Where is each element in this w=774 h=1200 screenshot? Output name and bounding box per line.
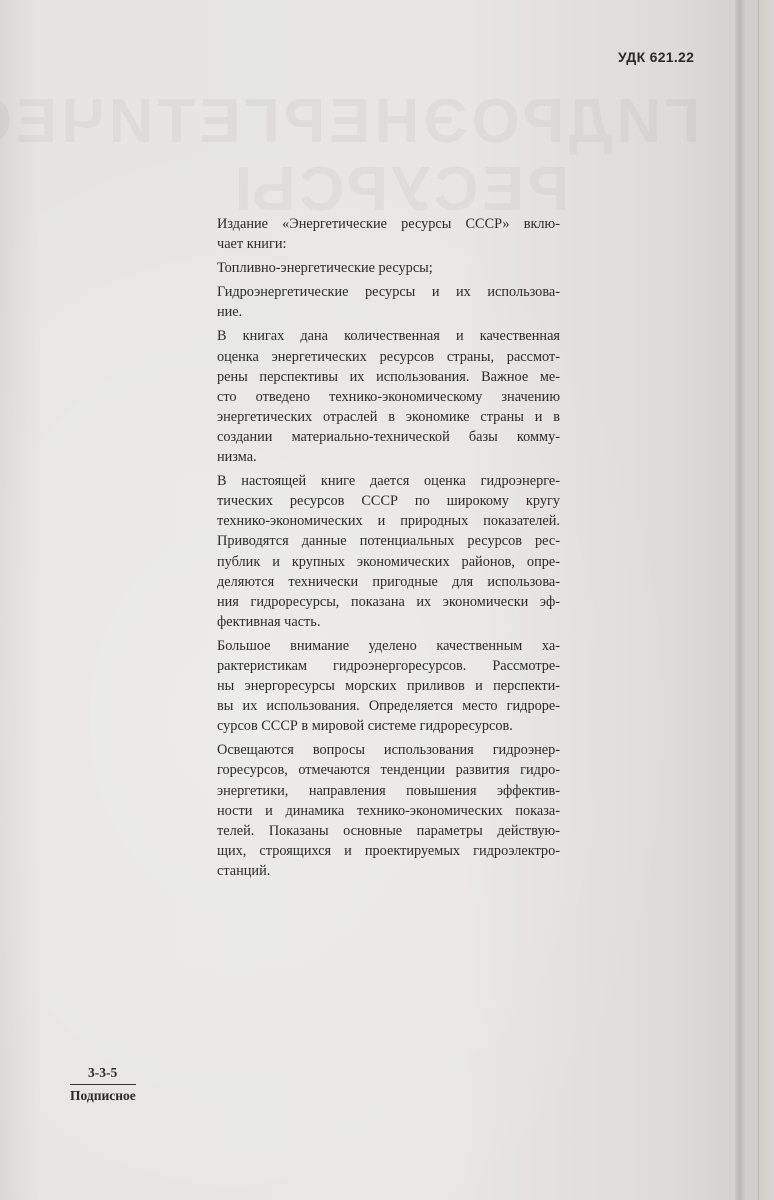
text-line: ны энергоресурсы морских приливов и перспекти- (217, 678, 560, 695)
text-line: сурсов СССР в мировой системе гидроресурсов. (217, 718, 513, 735)
paragraph-usage (203, 740, 560, 881)
text-line: технико-экономических и природных показателей. (217, 513, 560, 530)
udc-code: УДК 621.22 (618, 49, 695, 65)
text-line: вы их использования. Определяется место гидроре- (217, 698, 560, 715)
text-line: Освещаются вопросы использования гидроэнер- (217, 742, 560, 759)
paragraph-this-book (203, 471, 560, 632)
text-line: энергетических отраслей в экономике страны и в (217, 408, 560, 425)
paragraph-quality (203, 636, 560, 736)
text-line: Большое внимание уделено качественным ха- (217, 637, 560, 654)
page-fold-shadow (735, 0, 745, 1200)
paragraph-intro (203, 214, 560, 254)
text-line: Издание «Энергетические ресурсы СССР» вклю- (217, 216, 560, 232)
text-line: энергетики, направления повышения эффектив- (217, 782, 560, 799)
paragraph-overview (203, 326, 560, 467)
text-line: В книгах дана количественная и качественная (217, 328, 560, 345)
text-line: низма. (217, 449, 257, 466)
text-line: оценка энергетических ресурсов страны, рассмот- (217, 348, 560, 365)
imprint-label: Подписное (70, 1088, 136, 1103)
text-line: деляются технически пригодные для использова- (217, 573, 560, 590)
text-line: горесурсов, отмечаются тенденции развития гидро- (217, 762, 560, 779)
text-line: сто отведено технико-экономическому значению (217, 388, 560, 405)
subscription-imprint (70, 1065, 136, 1104)
text-line: тических ресурсов СССР по широкому кругу (217, 493, 560, 510)
text-line: В настоящей книге дается оценка гидроэнерге- (217, 473, 560, 490)
text-line: рены перспективы их использования. Важное ме- (217, 368, 560, 385)
adjacent-page-edge (758, 0, 774, 1200)
text-line: станций. (217, 862, 271, 879)
text-line: фективная часть. (217, 613, 321, 630)
text-line: рактеристикам гидроэнергоресурсов. Рассмотре- (217, 657, 560, 674)
bleed-through-title (100, 88, 700, 224)
paragraph-book-2 (203, 282, 560, 322)
text-line: чает книги: (217, 236, 287, 253)
text-line: Гидроэнергетические ресурсы и их использова- (217, 284, 560, 301)
text-line: создании материально-технической базы комму- (217, 428, 560, 445)
text-line: телей. Показаны основные параметры действую- (217, 822, 560, 839)
annotation-text (203, 214, 560, 885)
text-line: ния гидроресурсы, показана их экономически эф- (217, 593, 560, 610)
text-line: публик и крупных экономических районов, опре- (217, 553, 560, 570)
text-line: ние. (217, 304, 243, 321)
imprint-code: 3-3-5 (70, 1065, 136, 1085)
text-line: Приводятся данные потенциальных ресурсов рес- (217, 533, 560, 550)
text-line: щих, строящихся и проектируемых гидроэлектро- (217, 842, 560, 859)
text-line: Топливно-энергетические ресурсы; (217, 260, 433, 277)
text-line: ности и динамика технико-экономических показа- (217, 802, 560, 819)
paragraph-book-1 (203, 258, 560, 278)
